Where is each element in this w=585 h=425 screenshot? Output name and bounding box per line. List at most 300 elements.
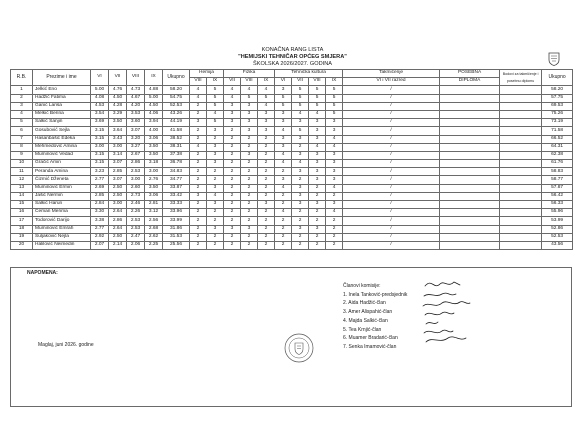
cell-hemija: 5 — [207, 94, 224, 102]
cell-tehnicka: 5 — [275, 102, 292, 110]
cell-fizika: 2 — [258, 209, 275, 217]
col-vii: VII — [109, 70, 127, 86]
ranking-table — [10, 69, 573, 250]
cell-tehnicka: 2 — [292, 143, 309, 151]
cell-bodovi — [500, 127, 542, 135]
cell-diploma — [440, 160, 500, 168]
cell-grade: 3.50 — [145, 143, 163, 151]
commission-member: 6. Muamer Bradarić-član — [343, 335, 398, 342]
cell-rb: 9 — [11, 151, 33, 159]
sub-teh-viii: VIII — [309, 78, 326, 86]
cell-grade: 5.00 — [91, 86, 109, 94]
cell-fizika: 4 — [224, 86, 241, 94]
cell-fizika: 2 — [241, 184, 258, 192]
cell-rb: 11 — [11, 168, 33, 176]
cell-fizika: 2 — [241, 176, 258, 184]
cell-diploma — [440, 168, 500, 176]
cell-tehnicka: 3 — [309, 225, 326, 233]
cell-ukupno: 31.86 — [163, 225, 190, 233]
cell-ukupno-final: 55.96 — [542, 209, 573, 217]
table-row — [11, 176, 573, 184]
cell-hemija: 2 — [190, 225, 207, 233]
cell-diploma — [440, 217, 500, 225]
cell-tehnicka: 3 — [326, 151, 343, 159]
cell-bodovi — [500, 184, 542, 192]
table-row — [11, 192, 573, 200]
cell-grade: 2.46 — [127, 201, 145, 209]
cell-grade: 2.77 — [91, 225, 109, 233]
cell-fizika: 2 — [241, 201, 258, 209]
cell-hemija: 4 — [207, 192, 224, 200]
cell-fizika: 2 — [241, 143, 258, 151]
cell-ukupno-final: 61.76 — [542, 160, 573, 168]
cell-hemija: 2 — [207, 241, 224, 249]
sub-teh-vii: VII — [292, 78, 309, 86]
cell-ukupno-final: 66.52 — [542, 135, 573, 143]
cell-diploma — [440, 209, 500, 217]
cell-bodovi — [500, 176, 542, 184]
cell-hemija: 2 — [207, 209, 224, 217]
table-row — [11, 110, 573, 118]
cell-tehnicka: 4 — [309, 143, 326, 151]
table-row — [11, 94, 573, 102]
commission-member: 1. Inela Tanković-predsjednik — [343, 291, 408, 298]
cell-grade: 3.43 — [109, 135, 127, 143]
cell-tehnicka: 4 — [309, 110, 326, 118]
cell-fizika: 2 — [241, 160, 258, 168]
cell-ukupno: 58.20 — [163, 86, 190, 94]
table-row — [11, 151, 573, 159]
cell-ukupno-final: 58.20 — [542, 86, 573, 94]
official-seal-icon — [284, 333, 314, 363]
cell-fizika: 2 — [241, 217, 258, 225]
cell-rb: 13 — [11, 184, 33, 192]
cell-grade: 2.86 — [127, 160, 145, 168]
table-row — [11, 143, 573, 151]
cell-tehnicka: 3 — [292, 201, 309, 209]
cell-ukupno-final: 56.42 — [542, 192, 573, 200]
cell-grade: 2.85 — [91, 192, 109, 200]
cell-tehnicka: 3 — [275, 110, 292, 118]
cell-ukupno-final: 53.99 — [542, 217, 573, 225]
cell-name: Hasanbašić Edeka — [33, 135, 91, 143]
cell-ukupno-final: 52.86 — [542, 225, 573, 233]
header-row-1 — [11, 70, 573, 78]
cell-grade: 2.68 — [145, 225, 163, 233]
cell-takmicenje: / — [343, 209, 440, 217]
cell-hemija: 4 — [190, 86, 207, 94]
cell-fizika: 2 — [258, 184, 275, 192]
cell-hemija: 4 — [207, 110, 224, 118]
cell-hemija: 2 — [190, 176, 207, 184]
cell-tehnicka: 4 — [326, 184, 343, 192]
cell-tehnicka: 2 — [309, 233, 326, 241]
cell-tehnicka: 3 — [292, 225, 309, 233]
col-takmicenje: Takmičenje — [343, 70, 440, 78]
cell-hemija: 2 — [207, 135, 224, 143]
cell-bodovi — [500, 225, 542, 233]
cell-grade: 2.53 — [127, 168, 145, 176]
cell-ukupno-final: 57.75 — [542, 94, 573, 102]
cell-diploma — [440, 225, 500, 233]
cell-tehnicka: 3 — [292, 168, 309, 176]
cell-takmicenje: / — [343, 176, 440, 184]
cell-ukupno-final: 43.56 — [542, 241, 573, 249]
cell-grade: 3.00 — [127, 176, 145, 184]
cell-tehnicka: 2 — [326, 233, 343, 241]
cell-ukupno-final: 71.58 — [542, 127, 573, 135]
table-row — [11, 119, 573, 127]
commission-member: 4. Majda Salkić-član — [343, 317, 388, 324]
cell-takmicenje: / — [343, 135, 440, 143]
cell-ukupno-final: 73.19 — [542, 119, 573, 127]
cell-grade: 3.06 — [145, 135, 163, 143]
cell-grade: 3.60 — [127, 119, 145, 127]
cell-fizika: 2 — [258, 151, 275, 159]
sub-teh-vi: VI — [275, 78, 292, 86]
cell-tehnicka: 3 — [326, 160, 343, 168]
cell-hemija: 2 — [190, 102, 207, 110]
cell-tehnicka: 4 — [275, 151, 292, 159]
cell-grade: 4.67 — [127, 94, 145, 102]
cell-tehnicka: 2 — [292, 217, 309, 225]
cell-tehnicka: 5 — [326, 110, 343, 118]
cell-hemija: 2 — [190, 135, 207, 143]
cell-grade: 4.73 — [127, 86, 145, 94]
cell-bodovi — [500, 143, 542, 151]
cell-tehnicka: 4 — [326, 143, 343, 151]
cell-grade: 2.69 — [91, 184, 109, 192]
cell-grade: 2.81 — [145, 201, 163, 209]
sub-fiz-vii: VII — [224, 78, 241, 86]
cell-tehnicka: 4 — [326, 209, 343, 217]
cell-rb: 16 — [11, 209, 33, 217]
cell-hemija: 2 — [190, 184, 207, 192]
cell-hemija: 5 — [207, 102, 224, 110]
cell-ukupno: 34.77 — [163, 176, 190, 184]
sub-fiz-viii: VIII — [241, 78, 258, 86]
cell-fizika: 2 — [224, 241, 241, 249]
cell-grade: 3.06 — [145, 192, 163, 200]
cell-diploma — [440, 94, 500, 102]
cell-fizika: 2 — [224, 201, 241, 209]
cell-tehnicka: 3 — [309, 151, 326, 159]
cell-grade: 2.73 — [127, 192, 145, 200]
cell-takmicenje: / — [343, 233, 440, 241]
table-row — [11, 209, 573, 217]
cell-ukupno: 43.26 — [163, 110, 190, 118]
cell-bodovi — [500, 209, 542, 217]
cell-fizika: 4 — [258, 102, 275, 110]
cell-diploma — [440, 135, 500, 143]
cell-grade: 2.64 — [109, 225, 127, 233]
cell-fizika: 3 — [224, 110, 241, 118]
cell-tehnicka: 2 — [309, 192, 326, 200]
cell-grade: 3.30 — [91, 209, 109, 217]
sub-teh-ix: IX — [326, 78, 343, 86]
cell-tehnicka: 5 — [292, 127, 309, 135]
table-row — [11, 160, 573, 168]
cell-hemija: 5 — [207, 119, 224, 127]
cell-tehnicka: 3 — [275, 86, 292, 94]
cell-tehnicka: 3 — [326, 119, 343, 127]
cell-hemija: 3 — [207, 160, 224, 168]
cell-grade: 3.00 — [91, 143, 109, 151]
cell-grade: 3.15 — [91, 151, 109, 159]
cell-fizika: 2 — [258, 160, 275, 168]
cell-grade: 3.15 — [91, 135, 109, 143]
cell-name: Jelkić Eno — [33, 86, 91, 94]
cell-tehnicka: 2 — [275, 201, 292, 209]
cell-bodovi — [500, 217, 542, 225]
commission-list — [343, 282, 407, 352]
cell-tehnicka: 4 — [292, 110, 309, 118]
cell-grade: 2.67 — [127, 151, 145, 159]
cell-name: Gosubović Sejla — [33, 127, 91, 135]
cell-rb: 10 — [11, 160, 33, 168]
cell-hemija: 5 — [207, 86, 224, 94]
notes-label: NAPOMENA: — [27, 270, 58, 276]
cell-grade: 3.12 — [145, 209, 163, 217]
cell-tehnicka: 2 — [275, 241, 292, 249]
cell-fizika: 2 — [241, 168, 258, 176]
cell-rb: 17 — [11, 217, 33, 225]
cell-name: Muminović Emrah — [33, 225, 91, 233]
cell-bodovi — [500, 102, 542, 110]
table-row — [11, 201, 573, 209]
commission-member: 2. Aida Hadžić-član — [343, 300, 386, 307]
cell-bodovi — [500, 192, 542, 200]
cell-grade: 2.50 — [109, 233, 127, 241]
cell-fizika: 2 — [258, 233, 275, 241]
col-fizika: Fizika — [224, 70, 275, 78]
cell-diploma — [440, 184, 500, 192]
cell-fizika: 3 — [241, 110, 258, 118]
cell-fizika: 2 — [258, 143, 275, 151]
ranking-body — [11, 86, 573, 250]
cell-diploma — [440, 176, 500, 184]
cell-bodovi — [500, 241, 542, 249]
cell-bodovi — [500, 151, 542, 159]
cell-hemija: 3 — [207, 184, 224, 192]
cell-fizika: 5 — [258, 94, 275, 102]
cell-fizika: 2 — [241, 192, 258, 200]
cell-takmicenje: / — [343, 143, 440, 151]
cell-fizika: 2 — [258, 135, 275, 143]
cell-takmicenje: / — [343, 127, 440, 135]
cell-rb: 1 — [11, 86, 33, 94]
cell-grade: 2.53 — [127, 217, 145, 225]
cell-ukupno: 36.78 — [163, 160, 190, 168]
cell-fizika: 2 — [241, 241, 258, 249]
cell-ukupno: 31.53 — [163, 233, 190, 241]
cell-tehnicka: 5 — [326, 86, 343, 94]
cell-grade: 2.06 — [127, 241, 145, 249]
cell-grade: 3.07 — [109, 176, 127, 184]
cell-grade: 3.94 — [145, 119, 163, 127]
cell-fizika: 2 — [224, 135, 241, 143]
cell-grade: 2.56 — [145, 217, 163, 225]
cell-fizika: 3 — [258, 119, 275, 127]
cell-fizika: 2 — [241, 135, 258, 143]
cell-takmicenje: / — [343, 201, 440, 209]
cell-hemija: 2 — [190, 209, 207, 217]
cell-hemija: 3 — [207, 127, 224, 135]
cell-hemija: 2 — [190, 168, 207, 176]
cell-bodovi — [500, 168, 542, 176]
place-date: Maglaj, juni 2026. godine — [38, 342, 94, 348]
cell-ukupno-final: 64.31 — [542, 143, 573, 151]
cell-fizika: 3 — [241, 151, 258, 159]
cell-tehnicka: 2 — [275, 225, 292, 233]
cell-ukupno: 37.38 — [163, 151, 190, 159]
cell-tehnicka: 2 — [275, 233, 292, 241]
cell-rb: 14 — [11, 192, 33, 200]
cell-diploma — [440, 119, 500, 127]
cell-name: Hadžić Fatima — [33, 94, 91, 102]
cell-grade: 2.64 — [109, 209, 127, 217]
table-row — [11, 127, 573, 135]
col-rb: R.B. — [11, 70, 33, 86]
cell-grade: 3.20 — [127, 135, 145, 143]
cell-hemija: 3 — [207, 225, 224, 233]
cell-fizika: 2 — [224, 176, 241, 184]
cell-fizika: 2 — [258, 241, 275, 249]
table-row — [11, 184, 573, 192]
cell-grade: 3.38 — [91, 217, 109, 225]
cell-fizika: 3 — [241, 127, 258, 135]
cell-tehnicka: 5 — [326, 94, 343, 102]
cell-hemija: 2 — [190, 241, 207, 249]
cell-rb: 19 — [11, 233, 33, 241]
cell-takmicenje: / — [343, 168, 440, 176]
cell-grade: 2.62 — [145, 233, 163, 241]
cell-takmicenje: / — [343, 160, 440, 168]
cell-tehnicka: 5 — [292, 86, 309, 94]
cell-ukupno-final: 52.53 — [542, 233, 573, 241]
col-ukupno: Ukupno — [163, 70, 190, 86]
cell-tehnicka: 2 — [292, 209, 309, 217]
cell-grade: 4.28 — [109, 102, 127, 110]
cell-hemija: 2 — [190, 110, 207, 118]
cell-diploma — [440, 233, 500, 241]
cell-grade: 3.00 — [109, 143, 127, 151]
cell-diploma — [440, 127, 500, 135]
cell-diploma — [440, 143, 500, 151]
cell-hemija: 3 — [190, 192, 207, 200]
cell-hemija: 3 — [207, 151, 224, 159]
col-name: Prezime i ime — [33, 70, 91, 86]
table-row — [11, 217, 573, 225]
cell-takmicenje: / — [343, 102, 440, 110]
cell-grade: 2.77 — [91, 176, 109, 184]
cell-grade: 2.47 — [127, 233, 145, 241]
cell-takmicenje: / — [343, 192, 440, 200]
cell-grade: 2.26 — [127, 209, 145, 217]
cell-ukupno: 38.31 — [163, 143, 190, 151]
cell-takmicenje: / — [343, 94, 440, 102]
cell-ukupno-final: 75.26 — [542, 110, 573, 118]
cell-grade: 2.50 — [109, 184, 127, 192]
cell-tehnicka: 4 — [275, 160, 292, 168]
cell-hemija: 3 — [207, 143, 224, 151]
cell-ukupno-final: 58.77 — [542, 176, 573, 184]
cell-tehnicka: 2 — [275, 192, 292, 200]
cell-tehnicka: 4 — [275, 127, 292, 135]
sub-hem-ix: IX — [207, 78, 224, 86]
table-row — [11, 233, 573, 241]
cell-rb: 4 — [11, 110, 33, 118]
cell-grade: 2.92 — [91, 233, 109, 241]
cell-takmicenje: / — [343, 184, 440, 192]
doc-program: "HEMIJSKI TEHNIČAR OPĆEG SMJERA" — [238, 54, 347, 60]
cell-tehnicka: 2 — [326, 225, 343, 233]
cell-diploma — [440, 102, 500, 110]
cell-grade: 3.15 — [91, 160, 109, 168]
cell-fizika: 4 — [224, 94, 241, 102]
cell-ukupno: 33.99 — [163, 217, 190, 225]
cell-fizika: 3 — [258, 110, 275, 118]
cell-fizika: 3 — [241, 102, 258, 110]
cell-fizika: 3 — [258, 127, 275, 135]
cell-tehnicka: 2 — [292, 241, 309, 249]
cell-tehnicka: 3 — [326, 127, 343, 135]
cell-tehnicka: 3 — [326, 176, 343, 184]
cell-bodovi — [500, 201, 542, 209]
cell-name: Todorović Darijo — [33, 217, 91, 225]
cell-tehnicka: 5 — [326, 102, 343, 110]
cell-grade: 3.27 — [127, 143, 145, 151]
cell-grade: 2.14 — [109, 241, 127, 249]
cell-ukupno-final: 69.53 — [542, 102, 573, 110]
cell-tehnicka: 5 — [275, 94, 292, 102]
table-row — [11, 241, 573, 249]
cell-tehnicka: 3 — [292, 192, 309, 200]
cell-diploma — [440, 241, 500, 249]
cell-tehnicka: 2 — [326, 192, 343, 200]
doc-school-year: ŠKOLSKA 2026/2027. GODINA — [253, 61, 332, 67]
cell-rb: 6 — [11, 127, 33, 135]
cell-tehnicka: 2 — [309, 184, 326, 192]
table-row — [11, 135, 573, 143]
cell-grade: 2.25 — [145, 241, 163, 249]
cell-fizika: 2 — [224, 143, 241, 151]
cell-tehnicka: 2 — [275, 217, 292, 225]
cell-grade: 3.50 — [145, 151, 163, 159]
cell-tehnicka: 2 — [309, 217, 326, 225]
cell-grade: 2.53 — [127, 225, 145, 233]
table-row — [11, 168, 573, 176]
school-crest-icon — [548, 52, 560, 66]
cell-grade: 2.60 — [127, 184, 145, 192]
cell-diploma — [440, 192, 500, 200]
cell-fizika: 3 — [241, 225, 258, 233]
cell-hemija: 2 — [207, 233, 224, 241]
cell-hemija: 2 — [190, 233, 207, 241]
cell-rb: 18 — [11, 225, 33, 233]
sub-takmicenje: VI i VII razred — [343, 78, 440, 86]
col-tehnicka: Tehnička kultura — [275, 70, 343, 78]
cell-fizika: 2 — [258, 217, 275, 225]
cell-grade: 4.76 — [109, 86, 127, 94]
cell-ukupno: 33.96 — [163, 209, 190, 217]
cell-fizika: 4 — [258, 86, 275, 94]
cell-bodovi — [500, 119, 542, 127]
cell-diploma — [440, 86, 500, 94]
cell-fizika: 3 — [224, 119, 241, 127]
sub-fiz-ix: IX — [258, 78, 275, 86]
cell-name: Mehmedović Amina — [33, 143, 91, 151]
